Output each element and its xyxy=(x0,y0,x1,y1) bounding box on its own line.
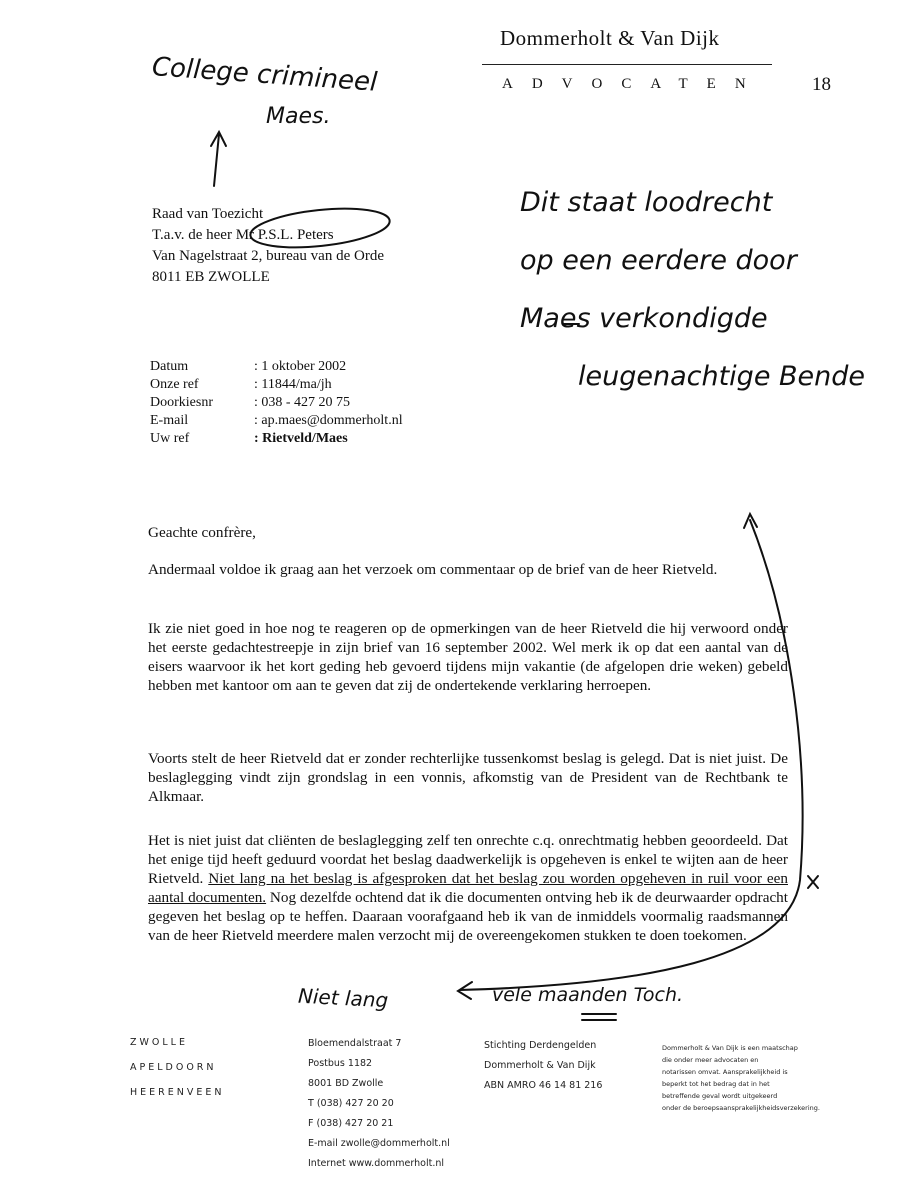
meta-label: Onze ref xyxy=(150,377,199,392)
handwritten-right-line: leugenachtige Bende xyxy=(578,361,866,392)
paragraph-4-start: Het is niet juist dat cliënten de beslaglegging zelf ten onrechte c.q. onrechtmatig hebben geoordeeld. Dat het enige tijd heeft geduurd voordat het beslag daadwerkelijk is opgeheven is enkel te wijten aan de heer Rietveld. xyxy=(148,832,788,887)
meta-value: : ap.maes@dommerholt.nl xyxy=(254,413,403,428)
recipient-line: 8011 EB ZWOLLE xyxy=(152,269,270,285)
footer-bank-line: Stichting Derdengelden xyxy=(484,1040,597,1051)
curve-arrow-icon xyxy=(458,520,803,999)
name-circle-mark xyxy=(249,203,392,253)
footer-address-line: T (038) 427 20 20 xyxy=(308,1098,394,1109)
up-arrow-icon xyxy=(211,132,226,186)
footer-bank-line: ABN AMRO 46 14 81 216 xyxy=(484,1080,603,1091)
handwritten-bottom-right-note: vele maanden Toch. xyxy=(492,984,684,1006)
footer-address-line: 8001 BD Zwolle xyxy=(308,1078,384,1089)
paragraph-4-underlined: Niet lang na het beslag is afgesproken dat het beslag zou worden opgeheven in ruil voor een aantal documenten. xyxy=(148,870,788,906)
meta-value: : 038 - 427 20 75 xyxy=(254,395,351,410)
cross-mark-icon xyxy=(808,876,818,888)
footer-cities xyxy=(130,1030,224,1105)
handwritten-right-line: op een eerdere door xyxy=(520,245,797,276)
recipient-line: Van Nagelstraat 2, bureau van de Orde xyxy=(152,248,384,264)
footer-city: APELDOORN xyxy=(130,1062,217,1073)
handwritten-maes-note: Maes. xyxy=(266,104,331,129)
meta-label: E-mail xyxy=(150,413,189,428)
paragraph-3: Voorts stelt de heer Rietveld dat er zonder rechterlijke tussenkomst beslag is gelegd. Dat is niet juist. De beslaglegging vindt zijn grondslag in een vonnis, afkomstig van de President van de Rechtbank te Alkmaar. xyxy=(148,750,788,805)
meta-label: Doorkiesnr xyxy=(150,395,213,410)
footer-city: ZWOLLE xyxy=(130,1037,188,1048)
footer-address-line: Bloemendalstraat 7 xyxy=(308,1038,402,1049)
salutation: Geachte confrère, xyxy=(148,524,256,541)
meta-label: Datum xyxy=(150,359,189,374)
footer-legal-note xyxy=(662,1042,820,1114)
footer-note-line: onder de beroepsaansprakelijkheidsverzekering. xyxy=(662,1104,820,1112)
footer-bank xyxy=(484,1036,602,1096)
meta-label: Uw ref xyxy=(150,431,190,446)
footer-address xyxy=(308,1034,450,1174)
recipient-line: T.a.v. de heer Mr P.S.L. Peters xyxy=(152,227,334,243)
handwritten-bottom-left-note: Niet lang xyxy=(297,983,389,1013)
paragraph-4-end: Nog dezelfde ochtend dat ik die documenten ontving heb ik de deurwaarder opdracht gegeven het beslag op te heffen. Daaraan voorafgaand heb ik van de inmiddels voormalig raadsmannen van de heer Rietveld meerdere malen verzocht mij de overeengekomen stukken te doen toekomen. xyxy=(148,889,788,944)
firm-name: Dommerholt & Van Dijk xyxy=(500,26,720,50)
footer-address-line: Internet www.dommerholt.nl xyxy=(308,1158,445,1169)
firm-subtitle: ADVOCATEN xyxy=(502,76,765,92)
meta-value: : 1 oktober 2002 xyxy=(254,359,347,374)
handwritten-college-note: College crimineel xyxy=(150,52,379,98)
handwritten-right-line: Maes verkondigde xyxy=(520,303,768,334)
footer-city: HEERENVEEN xyxy=(130,1087,225,1098)
footer-address-line: Postbus 1182 xyxy=(308,1058,373,1069)
double-dash-mark-icon xyxy=(582,1014,616,1020)
footer-note-line: die onder meer advocaten en xyxy=(662,1056,759,1064)
paragraph-2: Ik zie niet goed in hoe nog te reageren op de opmerkingen van de heer Rietveld die hij verwoord onder het eerste gedachtestreepje in zijn brief van 16 september 2002. Wel merk ik op dat een aantal van de eisers waarvoor ik het kort geding heb gevoerd tijdens mijn vakantie (de afgelopen drie weken) gebeld hebben met kantoor om aan te geven dat zij de ondertekende verklaring herroepen. xyxy=(148,620,788,694)
footer-note-line: Dommerholt & Van Dijk is een maatschap xyxy=(662,1044,798,1052)
footer-bank-line: Dommerholt & Van Dijk xyxy=(484,1060,596,1071)
footer-note-line: betreffende geval wordt uitgekeerd xyxy=(662,1092,778,1100)
footer-note-line: notarissen omvat. Aansprakelijkheid is xyxy=(662,1068,788,1076)
meta-value: : Rietveld/Maes xyxy=(254,431,348,446)
handwritten-right-line: Dit staat loodrecht xyxy=(520,187,773,218)
footer-note-line: beperkt tot het bedrag dat in het xyxy=(662,1080,770,1088)
paragraph-1: Andermaal voldoe ik graag aan het verzoek om commentaar op de brief van de heer Rietveld. xyxy=(148,561,718,578)
footer-address-line: E-mail zwolle@dommerholt.nl xyxy=(308,1138,450,1149)
footer-address-line: F (038) 427 20 21 xyxy=(308,1118,394,1129)
recipient-line: Raad van Toezicht xyxy=(152,206,264,222)
meta-value: : 11844/ma/jh xyxy=(254,377,332,392)
page-number: 18 xyxy=(812,74,831,95)
